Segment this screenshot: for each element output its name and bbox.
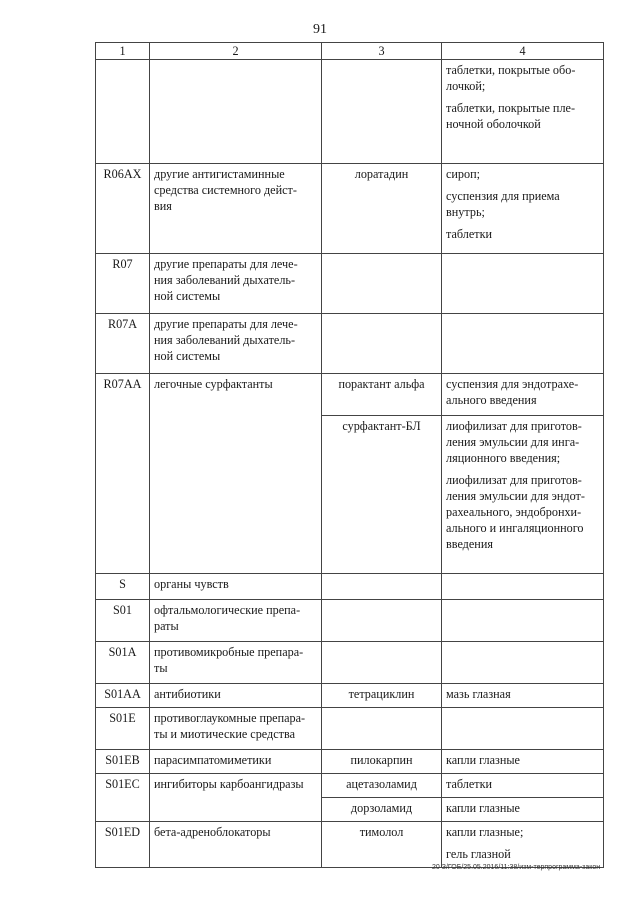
- inn-cell: ацетазоламид: [322, 774, 442, 798]
- inn-cell: [322, 708, 442, 750]
- inn-cell: [322, 60, 442, 164]
- atc-code-cell: S: [96, 574, 150, 600]
- dosage-forms-cell: [442, 374, 604, 416]
- dosage-forms-cell: [442, 600, 604, 642]
- table-row: [96, 60, 604, 164]
- atc-code-cell: S01EB: [96, 750, 150, 774]
- atc-code-cell: S01EC: [96, 774, 150, 822]
- group-name-cell: бета-адреноблокаторы: [150, 822, 322, 868]
- inn-cell: порактант альфа: [322, 374, 442, 416]
- group-name-cell: антибиотики: [150, 684, 322, 708]
- atc-code-cell: S01E: [96, 708, 150, 750]
- column-header: 3: [322, 43, 442, 60]
- atc-code-cell: R07A: [96, 314, 150, 374]
- group-name-cell: противомикробные препара- ты: [150, 642, 322, 684]
- dosage-form: лиофилизат для приготов- ления эмульсии для эндот- рахеального, эндобронхи- ального и ингаляционного введения: [446, 473, 585, 551]
- dosage-form: капли глазные: [446, 801, 520, 815]
- table-row: [96, 750, 604, 774]
- dosage-forms-cell: [442, 574, 604, 600]
- dosage-form: мазь глазная: [446, 687, 511, 701]
- dosage-forms-cell: [442, 822, 604, 868]
- dosage-form: суспензия для эндотрахе- ального введения: [446, 377, 579, 407]
- group-name-cell: другие антигистаминные средства системного дейст- вия: [150, 164, 322, 254]
- inn-cell: пилокарпин: [322, 750, 442, 774]
- group-name-cell: ингибиторы карбоангидразы: [150, 774, 322, 822]
- dosage-form: лиофилизат для приготов- ления эмульсии для инга- ляционного введения;: [446, 419, 582, 465]
- dosage-form: таблетки: [446, 227, 493, 241]
- inn-cell: тетрациклин: [322, 684, 442, 708]
- atc-code-cell: R07: [96, 254, 150, 314]
- inn-cell: лоратадин: [322, 164, 442, 254]
- dosage-forms-cell: [442, 750, 604, 774]
- atc-code-cell: [96, 60, 150, 164]
- atc-code-cell: S01: [96, 600, 150, 642]
- footer-stamp: 20 З/ГОБ/25.05.2016/11:38/изм-терпрограмма-закон: [432, 864, 601, 871]
- inn-cell: [322, 642, 442, 684]
- group-name-cell: органы чувств: [150, 574, 322, 600]
- dosage-forms-cell: [442, 708, 604, 750]
- atc-code-cell: R07AA: [96, 374, 150, 574]
- group-name-cell: противоглаукомные препара- ты и миотические средства: [150, 708, 322, 750]
- inn-cell: [322, 314, 442, 374]
- group-name-cell: офтальмологические препа- раты: [150, 600, 322, 642]
- table-row: [96, 684, 604, 708]
- inn-cell: [322, 600, 442, 642]
- table-row: [96, 708, 604, 750]
- group-name-cell: легочные сурфактанты: [150, 374, 322, 574]
- inn-cell: дорзоламид: [322, 798, 442, 822]
- group-name-cell: другие препараты для лече- ния заболеваний дыхатель- ной системы: [150, 314, 322, 374]
- group-name-cell: другие препараты для лече- ния заболеваний дыхатель- ной системы: [150, 254, 322, 314]
- dosage-form: капли глазные;: [446, 825, 524, 839]
- inn-cell: сурфактант-БЛ: [322, 416, 442, 574]
- table-row: [96, 822, 604, 868]
- group-name-cell: [150, 60, 322, 164]
- dosage-forms-cell: [442, 60, 604, 164]
- dosage-forms-cell: [442, 774, 604, 798]
- dosage-form: гель глазной: [446, 847, 511, 861]
- table-row: [96, 164, 604, 254]
- page-number: 91: [313, 22, 327, 37]
- dosage-form: суспензия для приема внутрь;: [446, 189, 560, 219]
- dosage-forms-cell: [442, 416, 604, 574]
- inn-cell: тимолол: [322, 822, 442, 868]
- column-header: 4: [442, 43, 604, 60]
- dosage-form: таблетки: [446, 777, 493, 791]
- dosage-form: капли глазные: [446, 753, 520, 767]
- atc-code-cell: S01AA: [96, 684, 150, 708]
- inn-cell: [322, 254, 442, 314]
- table-header-row: [96, 43, 604, 60]
- atc-code-cell: S01A: [96, 642, 150, 684]
- table-row: [96, 254, 604, 314]
- group-name-cell: парасимпатомиметики: [150, 750, 322, 774]
- inn-cell: [322, 574, 442, 600]
- atc-code-cell: R06AX: [96, 164, 150, 254]
- dosage-forms-cell: [442, 684, 604, 708]
- dosage-form: сироп;: [446, 167, 481, 181]
- drug-list-table: [95, 42, 604, 868]
- table-row: [96, 600, 604, 642]
- dosage-form: таблетки, покрытые пле- ночной оболочкой: [446, 101, 575, 131]
- dosage-forms-cell: [442, 254, 604, 314]
- column-header: 2: [150, 43, 322, 60]
- column-header: 1: [96, 43, 150, 60]
- table-row: [96, 642, 604, 684]
- atc-code-cell: S01ED: [96, 822, 150, 868]
- table-row: [96, 574, 604, 600]
- dosage-forms-cell: [442, 798, 604, 822]
- dosage-form: таблетки, покрытые обо- лочкой;: [446, 63, 576, 93]
- dosage-forms-cell: [442, 642, 604, 684]
- table-row: [96, 314, 604, 374]
- dosage-forms-cell: [442, 314, 604, 374]
- dosage-forms-cell: [442, 164, 604, 254]
- table-row: [96, 374, 604, 416]
- table-row: [96, 774, 604, 798]
